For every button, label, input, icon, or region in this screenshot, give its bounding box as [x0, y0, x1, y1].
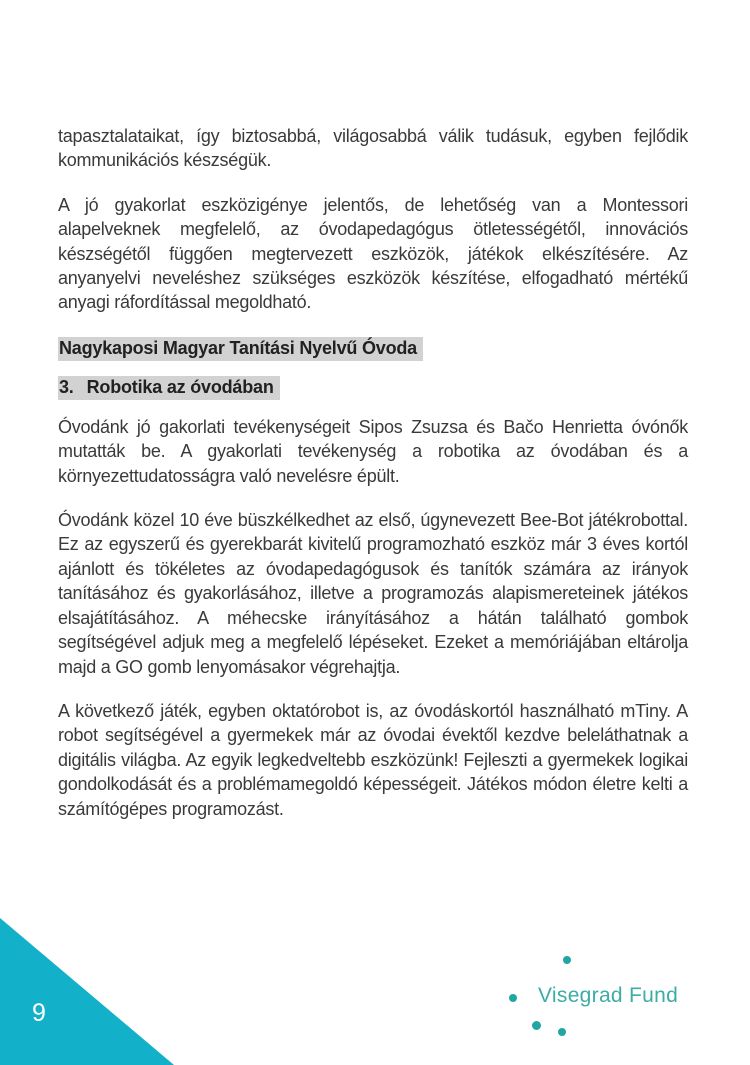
paragraph-good-practice-tools: A jó gyakorlat eszközigénye jelentős, de lehetőség van a Montessori alapelveknek megfelelő, az óvodapedagógus ötletességétől, innovációs készségétől függően megtervezett eszközök, játékok elkészítésére. Az anyanyelvi neveléshez szükséges eszközök készítése, elfogadható mértékű anyagi ráfordítással megoldható.: [58, 194, 688, 313]
logo-dot-bottom-right-icon: [558, 1028, 566, 1036]
heading-number: 3.: [59, 376, 74, 397]
paragraph-mtiny: A következő játék, egyben oktatórobot is, az óvodáskortól használható mTiny. A robot segítségével a gyermekek már az óvodai évektől kezdve beleláthatnak a digitális világba. Az egyik legkedveltebb eszközünk! Fejleszti a gyermekek logikai gondolkodását és a problémamegoldó képességeit. Játékos módon életre kelti a számítógépes programozást.: [58, 700, 688, 819]
section-heading-kindergarten: [58, 335, 688, 361]
paragraph-experiences: tapasztalataikat, így biztosabbá, világosabbá válik tudásuk, egyben fejlődik kommunikációs készségük.: [58, 126, 688, 171]
logo-dot-left-icon: [509, 994, 517, 1002]
paragraph-bee-bot: Óvodánk közel 10 éve büszkélkedhet az első, úgynevezett Bee-Bot játékrobottal. Ez az egyszerű és gyerekbarát kivitelű programozható eszköz már 3 éves kortól ajánlott és tökéletes az óvodapedagógusok és tanítók számára az irányok tanításához és gyakorlásához, illetve a programozás alapismereteinek játékos elsajátításához. A méhecske irányításához a hátán található gombok segítségével adjuk meg a megfelelő lépéseket. Ezeket a memóriájában eltárolja majd a GO gomb lenyomásakor végrehajtja.: [58, 510, 688, 677]
page-number: 9: [32, 999, 46, 1027]
logo-wordmark: Visegrad Fund: [538, 984, 679, 1007]
section-heading-robotics: [58, 374, 688, 400]
corner-triangle-decoration: [0, 918, 174, 1065]
page-content: [58, 124, 688, 841]
logo-dot-bottom-left-icon: [532, 1021, 541, 1030]
highlighted-heading-text: Nagykaposi Magyar Tanítási Nyelvű Óvoda: [58, 337, 423, 361]
visegrad-fund-logo: [505, 940, 705, 1045]
paragraph-presenters: Óvodánk jó gakorlati tevékenységeit Sipos Zsuzsa és Bačo Henrietta óvónők mutatták be. A gyakorlati tevékenység a robotika az óvodában és a környezettudatosságra való nevelésre épült.: [58, 416, 688, 486]
highlighted-heading-text: [58, 376, 280, 400]
logo-dot-top-icon: [563, 956, 571, 964]
heading-label: Robotika az óvodában: [86, 376, 274, 397]
